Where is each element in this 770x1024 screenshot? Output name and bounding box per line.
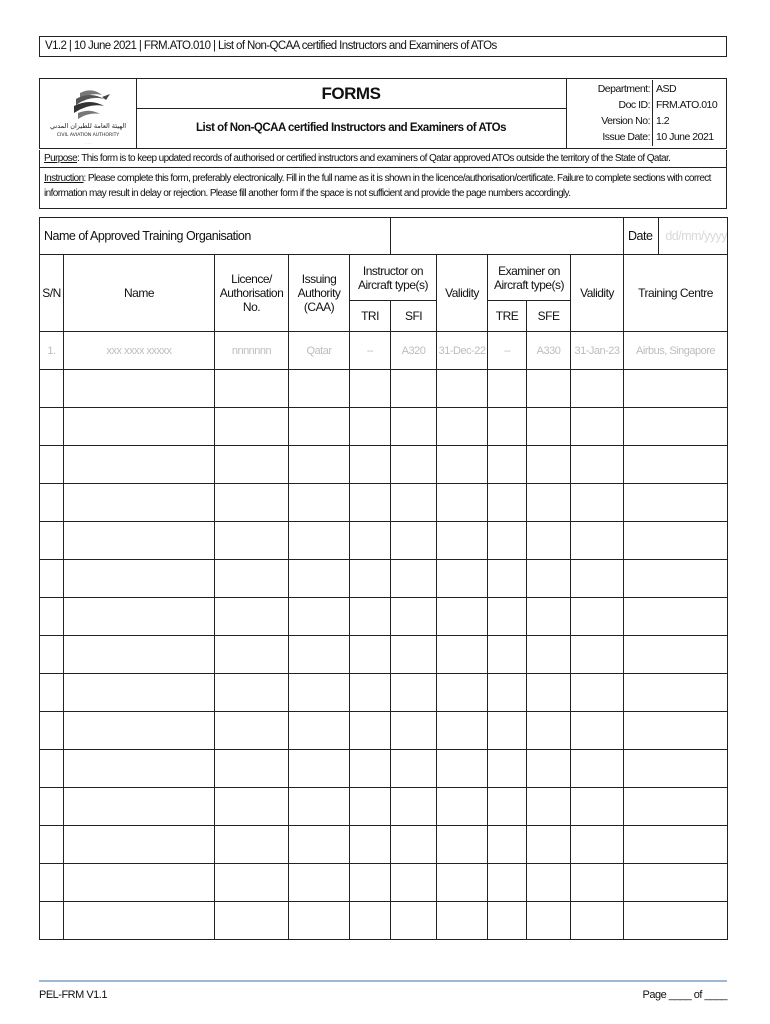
table-cell[interactable] [289, 864, 350, 902]
table-cell[interactable] [391, 598, 437, 636]
table-cell[interactable] [571, 598, 624, 636]
table-cell[interactable] [391, 636, 437, 674]
col-validity1-header: Validity [437, 255, 488, 332]
meta-issue-date: Issue Date: 10 June 2021 [567, 130, 727, 144]
table-cell[interactable] [391, 674, 437, 712]
table-row [40, 408, 728, 446]
table-cell[interactable] [571, 712, 624, 750]
table-cell[interactable] [215, 788, 289, 826]
table-cell[interactable] [64, 788, 215, 826]
table-cell[interactable] [40, 446, 64, 484]
table-cell[interactable] [289, 446, 350, 484]
logo-cell [40, 79, 137, 148]
table-cell[interactable] [391, 408, 437, 446]
table-cell[interactable] [527, 712, 571, 750]
table-row [40, 636, 728, 674]
table-cell[interactable] [289, 370, 350, 408]
col-sfe-header: SFE [527, 301, 571, 332]
col-training-centre-header: Training Centre [624, 255, 728, 332]
table-cell[interactable] [391, 484, 437, 522]
table-cell[interactable] [437, 750, 488, 788]
table-row [40, 902, 728, 940]
table-cell[interactable] [64, 446, 215, 484]
table-cell[interactable] [488, 636, 527, 674]
table-row [40, 370, 728, 408]
table-cell[interactable] [391, 788, 437, 826]
meta-department: Department: ASD [567, 82, 727, 96]
table-cell[interactable] [289, 750, 350, 788]
table-cell[interactable] [40, 902, 64, 940]
table-cell[interactable] [488, 408, 527, 446]
table-cell[interactable] [289, 674, 350, 712]
table-row [40, 560, 728, 598]
table-cell[interactable] [215, 598, 289, 636]
table-cell[interactable] [64, 674, 215, 712]
table-cell[interactable] [437, 788, 488, 826]
table-cell[interactable] [624, 750, 728, 788]
sample-validity2[interactable]: 31-Jan-23 [571, 332, 624, 370]
sample-issuing[interactable]: Qatar [289, 332, 350, 370]
instruction-row [39, 168, 727, 209]
header-row-1 [40, 255, 728, 301]
table-cell[interactable] [571, 522, 624, 560]
table-cell[interactable] [527, 522, 571, 560]
sample-tre[interactable]: -- [488, 332, 527, 370]
table-cell[interactable] [488, 446, 527, 484]
table-cell[interactable] [215, 484, 289, 522]
table-cell[interactable] [527, 408, 571, 446]
table-cell[interactable] [488, 902, 527, 940]
table-cell[interactable] [488, 484, 527, 522]
table-cell[interactable] [64, 484, 215, 522]
table-cell[interactable] [350, 598, 391, 636]
table-cell[interactable] [624, 598, 728, 636]
table-cell[interactable] [40, 408, 64, 446]
blank-rows [40, 370, 728, 940]
sample-sn[interactable]: 1. [40, 332, 64, 370]
table-cell[interactable] [215, 826, 289, 864]
table-cell[interactable] [624, 864, 728, 902]
table-cell[interactable] [624, 370, 728, 408]
table-cell[interactable] [289, 408, 350, 446]
table-cell[interactable] [571, 408, 624, 446]
document-meta [566, 79, 727, 148]
table-cell[interactable] [64, 750, 215, 788]
table-row [40, 750, 728, 788]
org-name-field[interactable] [391, 218, 624, 255]
table-cell[interactable] [64, 826, 215, 864]
table-cell[interactable] [527, 598, 571, 636]
table-cell[interactable] [571, 826, 624, 864]
table-cell[interactable] [437, 712, 488, 750]
svg-text:. . .: . . . [85, 140, 91, 145]
table-cell[interactable] [289, 902, 350, 940]
table-cell[interactable] [64, 522, 215, 560]
logo-arabic-text: الهيئة العامة للطيران المدني [49, 122, 127, 130]
table-cell[interactable] [40, 522, 64, 560]
table-cell[interactable] [488, 674, 527, 712]
table-cell[interactable] [437, 864, 488, 902]
table-cell[interactable] [391, 750, 437, 788]
table-cell[interactable] [40, 636, 64, 674]
table-cell[interactable] [437, 826, 488, 864]
table-cell[interactable] [437, 674, 488, 712]
table-cell[interactable] [571, 750, 624, 788]
table-cell[interactable] [289, 788, 350, 826]
org-row [40, 218, 728, 255]
table-cell[interactable] [624, 446, 728, 484]
form-header [39, 78, 727, 149]
table-cell[interactable] [350, 902, 391, 940]
col-instructor-header: Instructor on Aircraft type(s) [350, 255, 437, 301]
table-cell[interactable] [437, 484, 488, 522]
table-cell[interactable] [624, 560, 728, 598]
table-cell[interactable] [289, 598, 350, 636]
table-cell[interactable] [350, 370, 391, 408]
table-cell[interactable] [391, 370, 437, 408]
table-cell[interactable] [624, 712, 728, 750]
instruction-text: : Please complete this form, preferably electronically. Fill in the full name as it is shown in the licence/authorisation/certificate. Failure to complete sections with correct information may result in delay or rejection. Please fill another form if the space is not sufficient and provide the page numbers accordingly. [44, 173, 711, 199]
table-cell[interactable] [40, 598, 64, 636]
col-tri-header: TRI [350, 301, 391, 332]
table-cell[interactable] [527, 370, 571, 408]
table-row [40, 826, 728, 864]
table-cell[interactable] [215, 408, 289, 446]
table-cell[interactable] [437, 370, 488, 408]
table-cell[interactable] [571, 636, 624, 674]
table-cell[interactable] [215, 674, 289, 712]
date-label: Date [624, 218, 659, 254]
table-cell[interactable] [527, 750, 571, 788]
sample-sfi[interactable]: A320 [391, 332, 437, 370]
col-licence-header: Licence/ Authorisation No. [215, 255, 289, 332]
table-cell[interactable] [624, 826, 728, 864]
table-cell[interactable] [215, 370, 289, 408]
col-sfi-header: SFI [391, 301, 437, 332]
table-cell[interactable] [488, 864, 527, 902]
form-title: List of Non-QCAA certified Instructors and Examiners of ATOs [196, 122, 506, 134]
table-cell[interactable] [289, 484, 350, 522]
footer-form-code: PEL-FRM V1.1 [39, 989, 107, 1001]
table-cell[interactable] [488, 560, 527, 598]
table-cell[interactable] [624, 674, 728, 712]
table-cell[interactable] [437, 560, 488, 598]
sample-tri[interactable]: -- [350, 332, 391, 370]
table-cell[interactable] [437, 446, 488, 484]
table-cell[interactable] [350, 636, 391, 674]
table-cell[interactable] [624, 408, 728, 446]
table-cell[interactable] [40, 560, 64, 598]
table-cell[interactable] [350, 864, 391, 902]
document-version-bar [39, 36, 727, 57]
sample-licence[interactable]: nnnnnnn [215, 332, 289, 370]
table-cell[interactable] [437, 902, 488, 940]
table-cell[interactable] [488, 598, 527, 636]
table-row [40, 712, 728, 750]
col-name-header: Name [64, 255, 215, 332]
table-cell[interactable] [527, 446, 571, 484]
sample-name[interactable]: xxx xxxx xxxxx [64, 332, 215, 370]
table-cell[interactable] [40, 674, 64, 712]
table-cell[interactable] [215, 750, 289, 788]
org-label: Name of Approved Training Organisation [40, 218, 391, 255]
table-cell[interactable] [215, 712, 289, 750]
table-row [40, 522, 728, 560]
table-cell[interactable] [571, 864, 624, 902]
table-cell[interactable] [571, 902, 624, 940]
sample-training-centre[interactable]: Airbus, Singapore [624, 332, 728, 370]
table-cell[interactable] [215, 560, 289, 598]
table-cell[interactable] [350, 522, 391, 560]
table-row [40, 864, 728, 902]
table-cell[interactable] [571, 370, 624, 408]
col-tre-header: TRE [488, 301, 527, 332]
table-cell[interactable] [571, 484, 624, 522]
table-cell[interactable] [527, 636, 571, 674]
table-cell[interactable] [40, 750, 64, 788]
logo-english-text: CIVIL AVIATION AUTHORITY [56, 133, 120, 138]
table-cell[interactable] [391, 864, 437, 902]
instructors-table [39, 217, 728, 940]
meta-version: Version No: 1.2 [567, 114, 727, 128]
table-cell[interactable] [40, 864, 64, 902]
table-cell[interactable] [488, 826, 527, 864]
table-cell[interactable] [64, 598, 215, 636]
table-cell[interactable] [571, 674, 624, 712]
table-cell[interactable] [527, 864, 571, 902]
footer-divider [39, 980, 727, 982]
table-cell[interactable] [64, 560, 215, 598]
table-cell[interactable] [527, 902, 571, 940]
table-cell[interactable] [624, 484, 728, 522]
table-cell[interactable] [391, 446, 437, 484]
meta-doc-id: Doc ID: FRM.ATO.010 [567, 98, 727, 112]
table-cell[interactable] [624, 788, 728, 826]
table-cell[interactable] [289, 636, 350, 674]
sample-row [40, 332, 728, 370]
footer-page-number: Page ____ of ____ [642, 989, 727, 1001]
table-cell[interactable] [571, 560, 624, 598]
table-cell[interactable] [391, 522, 437, 560]
table-cell[interactable] [391, 902, 437, 940]
col-sn-header: S/N [40, 255, 64, 332]
table-cell[interactable] [488, 712, 527, 750]
table-cell[interactable] [215, 446, 289, 484]
table-cell[interactable] [624, 636, 728, 674]
table-cell[interactable] [527, 560, 571, 598]
table-cell[interactable] [437, 408, 488, 446]
table-cell[interactable] [40, 788, 64, 826]
table-cell[interactable] [488, 522, 527, 560]
purpose-label: Purpose [44, 153, 78, 164]
table-cell[interactable] [289, 560, 350, 598]
table-cell[interactable] [350, 484, 391, 522]
table-cell[interactable] [488, 750, 527, 788]
table-cell[interactable] [350, 674, 391, 712]
table-cell[interactable] [350, 750, 391, 788]
date-field[interactable]: dd/mm/yyyy [665, 229, 728, 243]
instruction-label: Instruction [44, 173, 84, 184]
sample-sfe[interactable]: A330 [527, 332, 571, 370]
date-cell [624, 218, 728, 255]
table-cell[interactable] [571, 446, 624, 484]
table-cell[interactable] [215, 864, 289, 902]
table-cell[interactable] [527, 788, 571, 826]
table-cell[interactable] [215, 636, 289, 674]
table-cell[interactable] [391, 560, 437, 598]
table-cell[interactable] [64, 408, 215, 446]
forms-heading: FORMS [136, 79, 566, 109]
table-cell[interactable] [624, 522, 728, 560]
table-cell[interactable] [350, 712, 391, 750]
table-cell[interactable] [64, 636, 215, 674]
table-cell[interactable] [391, 826, 437, 864]
table-cell[interactable] [437, 636, 488, 674]
table-row [40, 788, 728, 826]
table-row [40, 674, 728, 712]
table-cell[interactable] [40, 826, 64, 864]
table-cell[interactable] [289, 826, 350, 864]
col-validity2-header: Validity [571, 255, 624, 332]
sample-validity1[interactable]: 31-Dec-22 [437, 332, 488, 370]
table-cell[interactable] [64, 712, 215, 750]
table-cell[interactable] [391, 712, 437, 750]
table-cell[interactable] [571, 788, 624, 826]
table-cell[interactable] [289, 522, 350, 560]
table-cell[interactable] [40, 484, 64, 522]
table-cell[interactable] [488, 370, 527, 408]
table-cell[interactable] [350, 560, 391, 598]
table-cell[interactable] [350, 788, 391, 826]
col-issuing-header: Issuing Authority (CAA) [289, 255, 350, 332]
table-cell[interactable] [215, 902, 289, 940]
table-row [40, 598, 728, 636]
table-cell[interactable] [350, 826, 391, 864]
table-cell[interactable] [40, 712, 64, 750]
table-cell[interactable] [64, 902, 215, 940]
qcaa-logo [40, 79, 136, 148]
table-cell[interactable] [488, 788, 527, 826]
table-cell[interactable] [350, 408, 391, 446]
table-cell[interactable] [215, 522, 289, 560]
table-cell[interactable] [64, 864, 215, 902]
version-bar-text: V1.2 | 10 June 2021 | FRM.ATO.010 | List of Non-QCAA certified Instructors and Examiners of ATOs [45, 40, 497, 52]
purpose-row [39, 150, 727, 168]
table-cell[interactable] [40, 370, 64, 408]
table-cell[interactable] [624, 902, 728, 940]
table-cell[interactable] [437, 522, 488, 560]
table-cell[interactable] [527, 484, 571, 522]
col-examiner-header: Examiner on Aircraft type(s) [488, 255, 571, 301]
table-row [40, 446, 728, 484]
table-cell[interactable] [527, 674, 571, 712]
purpose-text: : This form is to keep updated records of authorised or certified instructors and examiners of Qatar approved ATOs outside the territory of the State of Qatar. [77, 153, 671, 164]
table-cell[interactable] [527, 826, 571, 864]
table-cell[interactable] [64, 370, 215, 408]
table-cell[interactable] [350, 446, 391, 484]
table-cell[interactable] [289, 712, 350, 750]
table-cell[interactable] [437, 598, 488, 636]
table-row [40, 484, 728, 522]
